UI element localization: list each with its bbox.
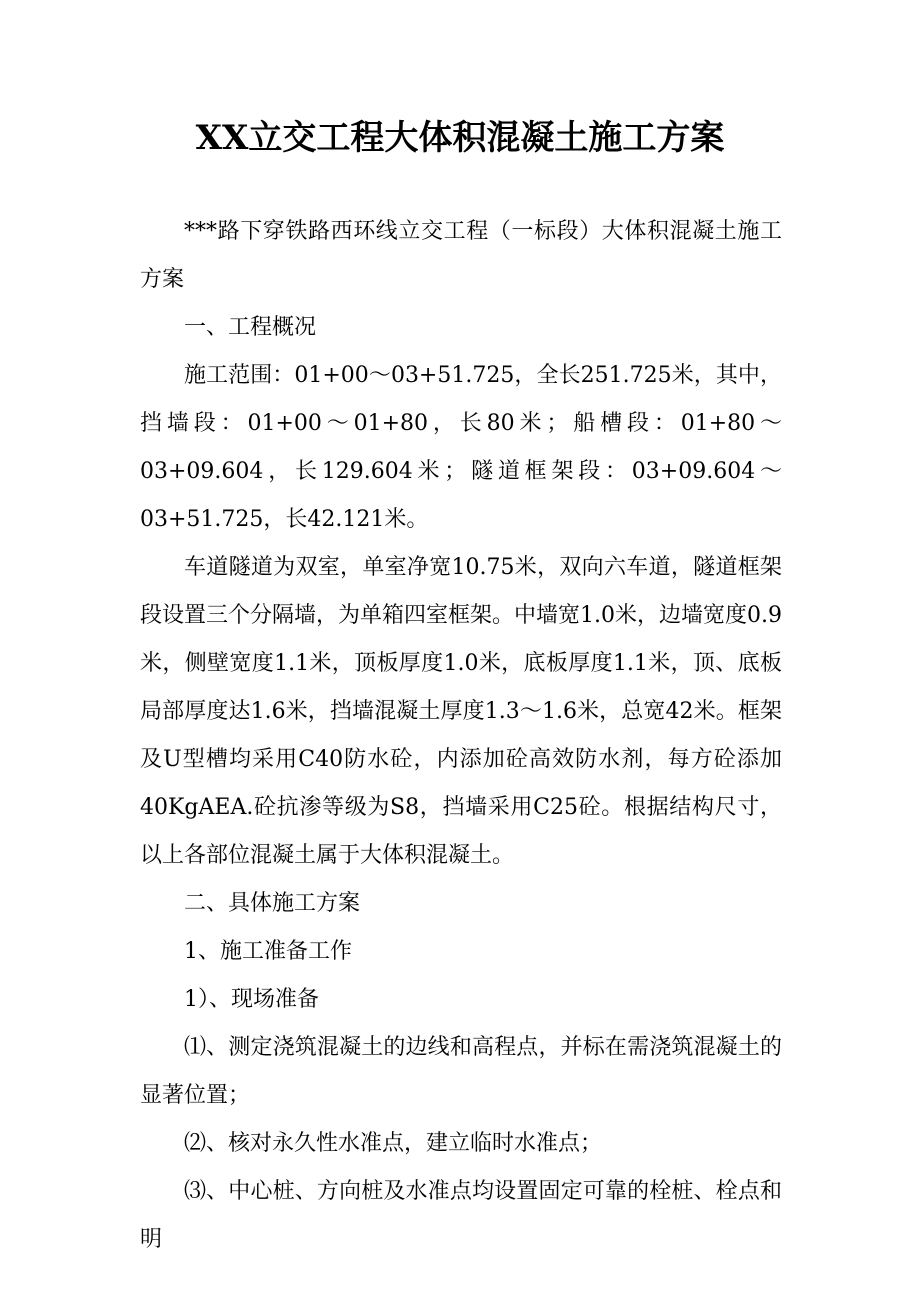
subheading-site-preparation: 1）、现场准备 — [184, 987, 319, 1012]
document-title: XX立交工程大体积混凝土施工方案 — [195, 118, 725, 158]
section-heading-overview: 一、工程概况 — [184, 315, 317, 340]
paragraph-tunnel: 车道隧道为双室，单室净宽10.75米，双向六车道，隧道框架段设置三个分隔墙，为单箱四室框架。中墙宽1.0米，边墙宽度0.9米，侧壁宽度1.1米，顶板厚度1.0米，底板厚度1.1米，顶、底板局部厚度达1.6米，挡墙混凝土厚度1.3～1.6米，总宽42米。框架及U型槽均采用C40防水砼，内添加砼高效防水剂，每方砼添加40KgAEA.砼抗渗等级为S8，挡墙采用C25砼。根据结构尺寸，以上各部位混凝土属于大体积混凝土。 — [140, 555, 782, 868]
document-body — [140, 208, 782, 1264]
subheading-preparation: 1、施工准备工作 — [184, 939, 352, 964]
paragraph-scope: 施工范围：01+00～03+51.725，全长251.725米，其中，挡墙段：01+00～01+80，长80米；船槽段：01+80～03+09.604，长129.604米；隧道框架段：03+09.604～03+51.725，长42.121米。 — [140, 363, 782, 532]
paragraph-subtitle: ***路下穿铁路西环线立交工程（一标段）大体积混凝土施工方案 — [140, 219, 782, 292]
list-item-1: ⑴、测定浇筑混凝土的边线和高程点，并标在需浇筑混凝土的显著位置； — [140, 1035, 782, 1108]
list-item-2: ⑵、核对永久性水准点，建立临时水准点； — [184, 1131, 603, 1156]
section-heading-plan: 二、具体施工方案 — [184, 891, 361, 916]
list-item-3: ⑶、中心桩、方向桩及水准点均设置固定可靠的栓桩、栓点和明 — [140, 1179, 782, 1252]
